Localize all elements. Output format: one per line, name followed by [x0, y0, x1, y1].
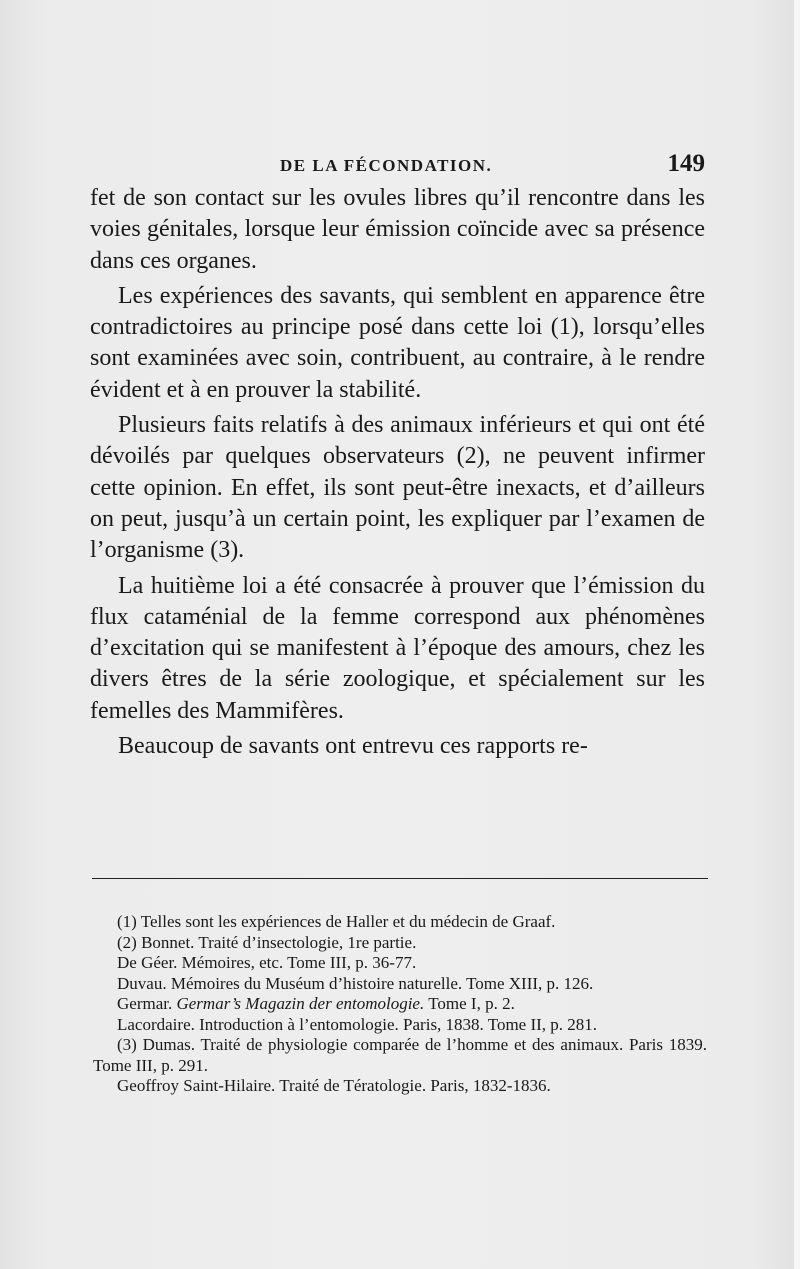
body-text — [90, 183, 705, 762]
footnote-1: (1) Telles sont les expériences de Haller et du médecin de Graaf. — [117, 912, 556, 931]
paragraph-experiences: Les expériences des savants, qui semblent en apparence être contradictoires au principe posé dans cette loi (1), lorsqu’elles sont examinées avec soin, contribuent, au contraire, à le rendre évident et à en prouver la stabilité. — [90, 282, 705, 403]
footnote-divider — [92, 878, 708, 879]
page-header — [90, 150, 705, 180]
footnotes — [93, 912, 707, 1097]
footnote-2: (2) Bonnet. Traité d’insectologie, 1re partie. — [117, 932, 417, 952]
germar-author: Germar. — [117, 994, 173, 1013]
running-title: DE LA FÉCONDATION. — [280, 156, 493, 175]
page-edge — [794, 0, 800, 1269]
germar-title: Germar’s Magazin der entomologie. — [176, 994, 425, 1013]
paragraph-huitieme-loi: La huitième loi a été consacrée à prouver que l’émission du flux cataménial de la femme correspond aux phénomènes d’excitation qui se manifestent à l’époque des amours, chez les divers êtres de la série zoologique, et spécialement sur les femelles des Mammifères. — [90, 572, 705, 724]
footnote-2-germar — [93, 994, 707, 1015]
page-number: 149 — [667, 150, 705, 177]
footnote-3-geoffroy: Geoffroy Saint-Hilaire. Traité de Tératologie. Paris, 1832-1836. — [117, 1076, 551, 1095]
paragraph-faits: Plusieurs faits relatifs à des animaux inférieurs et qui ont été dévoilés par quelques observateurs (2), ne peuvent infirmer cette opinion. En effet, ils sont peut-être inexacts, et d’ailleurs on peut, jusqu’à un certain point, les expliquer par l’examen de l’organisme (3). — [90, 412, 705, 564]
germar-reference: Tome I, p. 2. — [428, 994, 515, 1013]
paragraph-beaucoup: Beaucoup de savants ont entrevu ces rapports re- — [118, 733, 588, 760]
footnote-2-lacordaire: Lacordaire. Introduction à l’entomologie. Paris, 1838. Tome II, p. 281. — [117, 1014, 598, 1034]
paragraph-continuation: fet de son contact sur les ovules libres qu’il rencontre dans les voies génitales, lorsque leur émission coïncide avec sa présence dans ces organes. — [90, 185, 705, 274]
footnote-3: (3) Dumas. Traité de physiologie comparée de l’homme et des animaux. Paris 1839. Tome III, p. 291. — [93, 1035, 707, 1075]
footnote-2-duvau: Duvau. Mémoires du Muséum d’histoire naturelle. Tome XIII, p. 126. — [117, 973, 594, 993]
footnote-2-degeer: De Géer. Mémoires, etc. Tome III, p. 36-77. — [117, 953, 417, 972]
